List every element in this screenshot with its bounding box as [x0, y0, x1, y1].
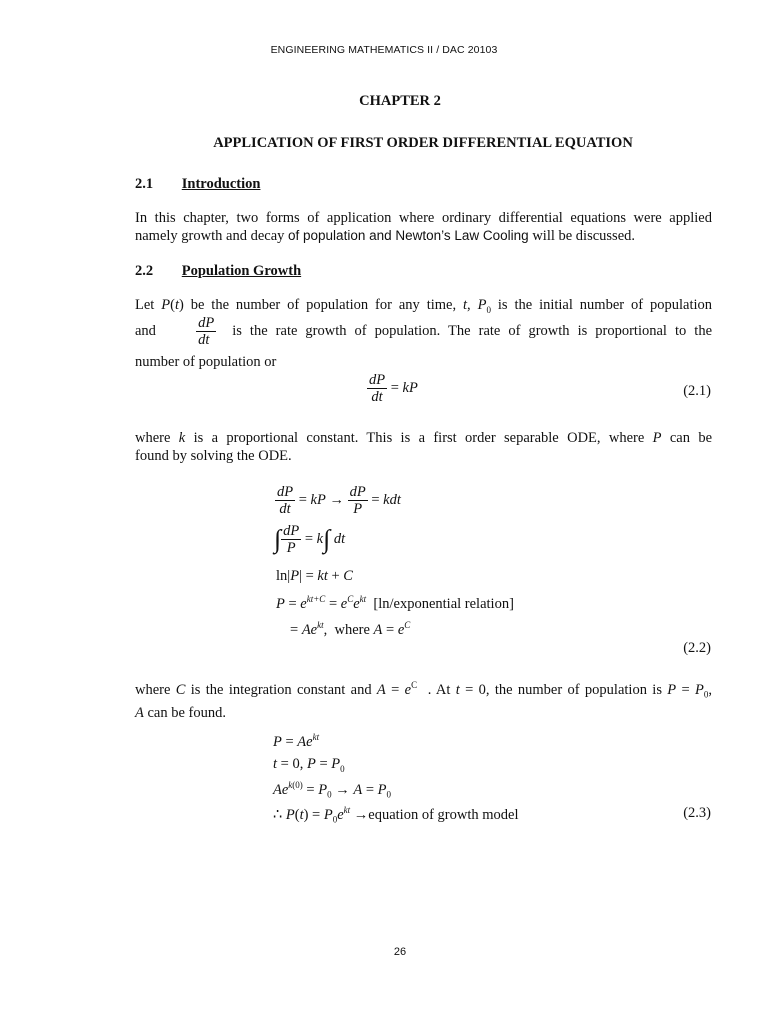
chapter-title: APPLICATION OF FIRST ORDER DIFFERENTIAL EQUATION — [213, 135, 633, 151]
pop-line-3: number of population or — [135, 354, 277, 370]
section-2-2-heading — [135, 263, 301, 280]
model-line-2: t = 0, $P = P_0$ — [273, 756, 345, 774]
model-line-1: $P = Ae^{kt}$ — [273, 732, 320, 750]
where-k-paragraph — [135, 429, 712, 465]
model-line-3: $Ae^{k(0)} = P_0 \to A = P_0$ — [273, 780, 391, 800]
page-number: 26 — [393, 946, 407, 958]
section-title: Population Growth — [181, 263, 302, 279]
derivation-line-2: ∫ $\frac{dP}{P}$ = k∫ dt — [274, 523, 346, 556]
where-C-line-2: A can be found. — [135, 704, 226, 721]
where-k-line-1: where k is a proportional constant. This is a first order separable ODE, where P can be — [135, 430, 713, 446]
section-title: Introduction — [181, 176, 261, 192]
section-number: 2.2 — [135, 263, 154, 279]
derivation-line-3: ln|P| = kt + C — [276, 568, 353, 584]
dp-dt-fraction: $\frac{dP}{dt}$ — [198, 315, 215, 348]
where-C-paragraph — [135, 676, 712, 722]
intro-line-2: namely growth and decay of population and Newton’s Law Cooling will be discussed. — [135, 228, 636, 244]
section-number: 2.1 — [135, 176, 154, 192]
model-line-4: ∴ $P(t) = P_0e^{kt}$ →equation of growth model — [273, 805, 519, 825]
intro-paragraph — [135, 209, 712, 245]
derivation-line-4: $P = e^{kt+C} = e^Ce^{kt}$ [ln/exponential relation] — [276, 594, 514, 612]
pop-line-2: and $\frac{dP}{dt}$ is the rate growth of population. The rate of growth is proportional to the — [135, 315, 713, 348]
chapter-heading: CHAPTER 2 — [359, 93, 441, 109]
equation-number: (2.1) — [683, 383, 711, 399]
where-C-line-1: where C is the integration constant and $A = e^C$ . At t = 0, the number of population is $P = P_0$, — [135, 680, 712, 700]
running-header: ENGINEERING MATHEMATICS II / DAC 20103 — [270, 44, 498, 56]
equation-2-1: $\frac{dP}{dt}$ = kP — [369, 372, 418, 405]
pop-line-1: Let P(t) be the number of population for any time, t, $P_0$ is the initial number of population — [135, 297, 713, 315]
derivation-line-5: = $Ae^{kt}$, where $A = e^C$ — [290, 620, 411, 638]
derivation-line-1: $\frac{dP}{dt}$ = kP → $\frac{dP}{P}$ = kdt — [277, 484, 401, 517]
intro-line-1: In this chapter, two forms of application where ordinary differential equations were applied — [135, 210, 712, 226]
equation-number: (2.2) — [683, 640, 711, 656]
section-2-1-heading — [135, 176, 260, 193]
equation-number: (2.3) — [683, 805, 711, 821]
where-k-line-2: found by solving the ODE. — [135, 448, 292, 464]
